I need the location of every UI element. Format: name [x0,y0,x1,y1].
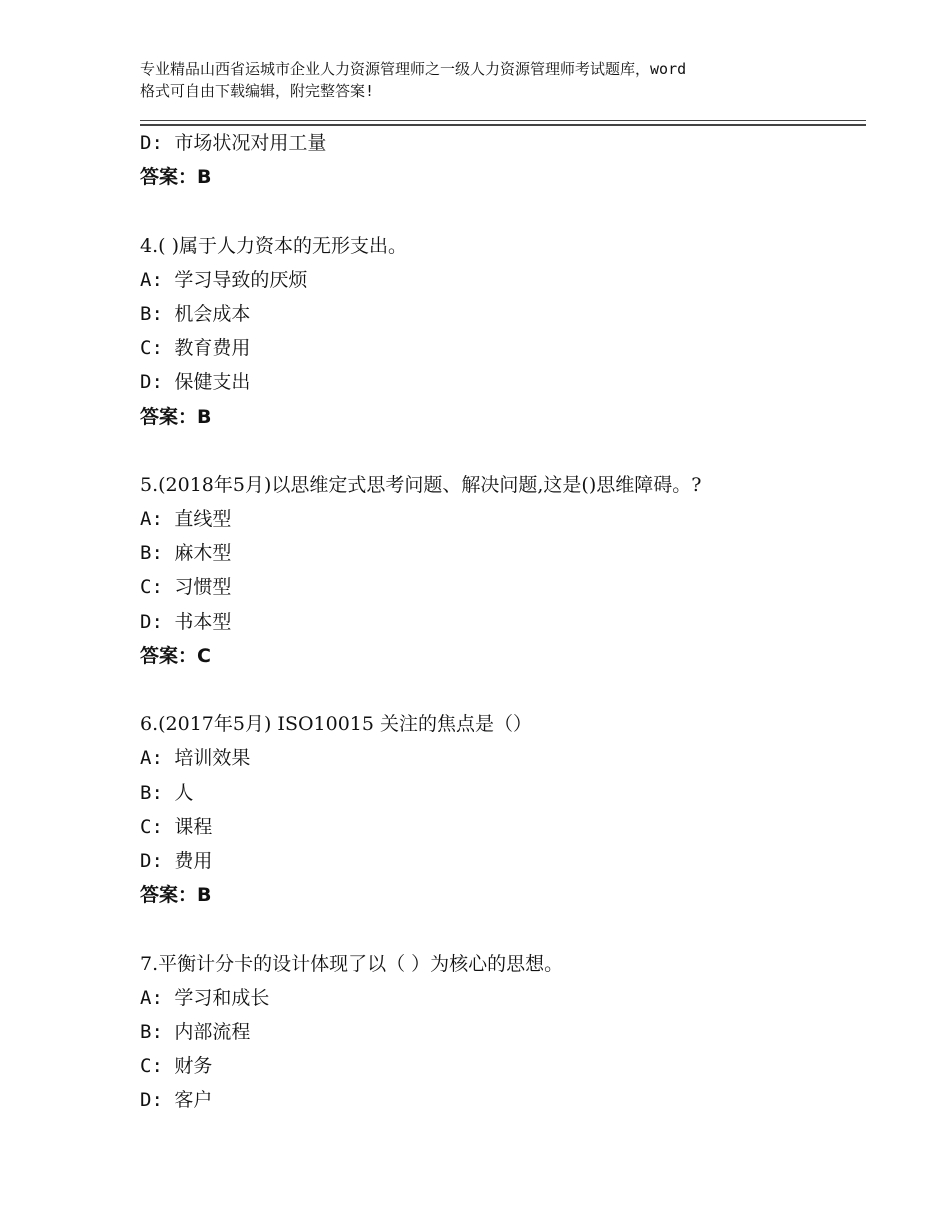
option-d: D: 市场状况对用工量 [140,132,327,154]
document-header [140,58,840,102]
answer-label: 答案：B [140,166,212,189]
option-b: B: 人 [140,781,194,804]
spacer [140,194,866,228]
option-b: B: 内部流程 [140,1020,251,1043]
option-d: D: 费用 [140,849,213,872]
question-text: 6.(2017年5月) ISO10015 关注的焦点是（） [140,713,533,736]
option-a: A: 学习和成长 [140,986,270,1009]
option-d: D: 客户 [140,1089,213,1112]
option-c: C: 课程 [140,815,213,838]
spacer [140,912,866,946]
question-text: 7.平衡计分卡的设计体现了以（ ）为核心的思想。 [140,952,564,975]
header-title-line-2: 格式可自由下载编辑，附完整答案! [140,82,375,100]
answer-label: 答案：C [140,644,211,667]
spacer [140,434,866,468]
answer-label: 答案：B [140,405,212,428]
question-text: 4.( )属于人力资本的无形支出。 [140,234,407,257]
option-c: C: 教育费用 [140,337,251,360]
option-b: B: 机会成本 [140,302,251,325]
option-c: C: 习惯型 [140,576,232,599]
option-a: A: 培训效果 [140,747,251,770]
question-list [140,126,866,1117]
option-d: D: 保健支出 [140,371,251,394]
question-text: 5.(2018年5月)以思维定式思考问题、解决问题,这是()思维障碍。? [140,473,702,496]
option-a: A: 学习导致的厌烦 [140,268,308,291]
header-divider-thin [140,120,866,121]
option-b: B: 麻木型 [140,542,232,565]
answer-label: 答案：B [140,884,212,907]
spacer [140,673,866,707]
option-d: D: 书本型 [140,610,232,633]
option-a: A: 直线型 [140,508,232,531]
header-title-line-1: 专业精品山西省运城市企业人力资源管理师之一级人力资源管理师考试题库，word [140,60,687,78]
option-c: C: 财务 [140,1055,213,1078]
